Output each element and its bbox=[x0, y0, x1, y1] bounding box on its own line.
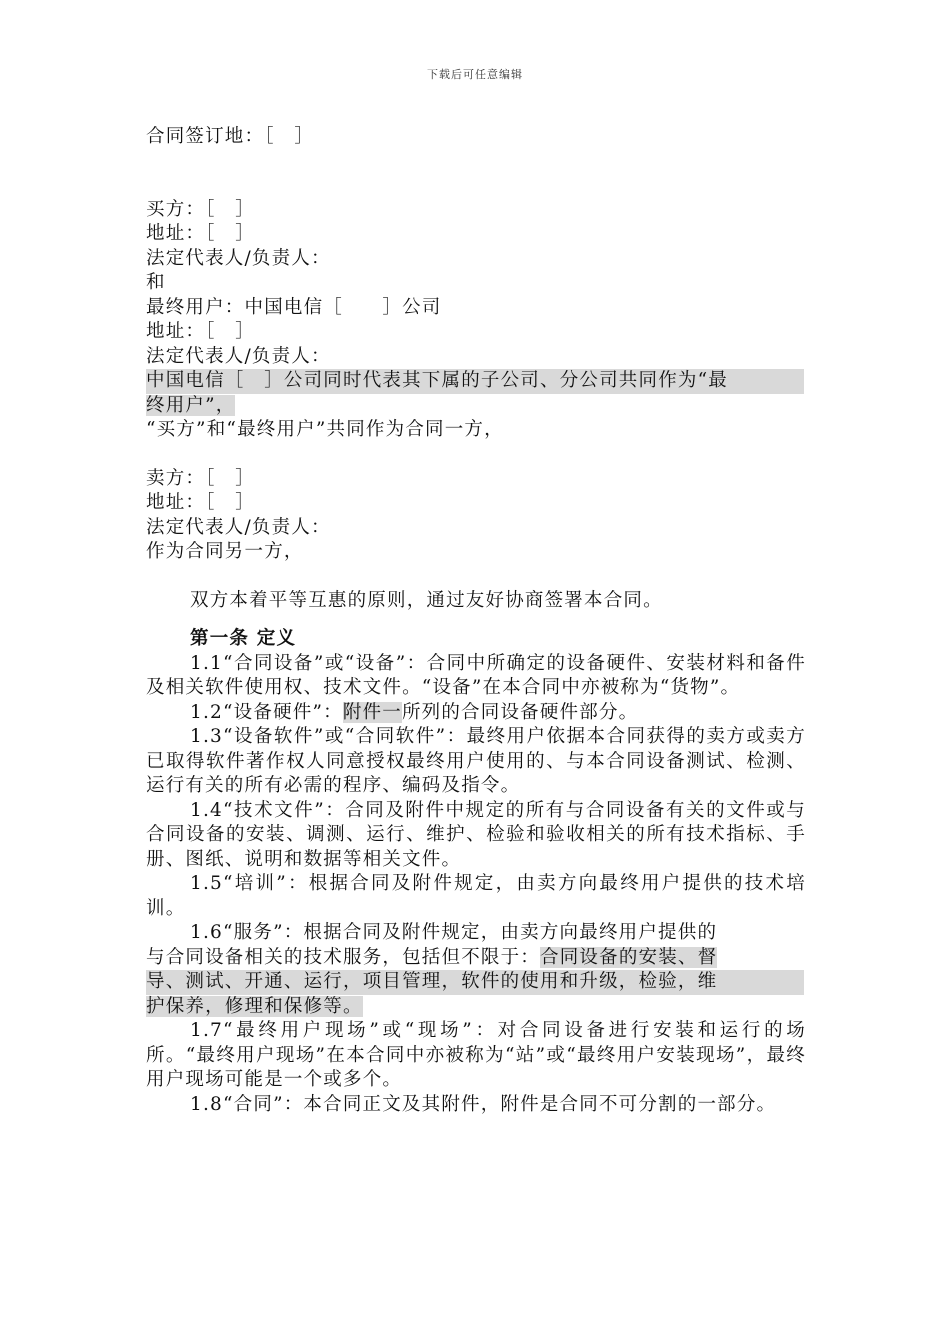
preamble: 双方本着平等互惠的原则，通过友好协商签署本合同。 bbox=[190, 589, 663, 611]
seller-name: 卖方：［ ］ bbox=[146, 467, 255, 489]
annex-one-reference: 附件一 bbox=[342, 701, 402, 723]
buyer-address: 地址：［ ］ bbox=[146, 223, 255, 244]
party-one-statement: “买方”和“最终用户”共同作为合同一方， bbox=[146, 419, 504, 440]
party-two-statement: 作为合同另一方， bbox=[146, 541, 304, 562]
definition-1-6-line-4 bbox=[146, 995, 806, 1020]
definition-1-8: 1.8“合同”：本合同正文及其附件，附件是合同不可分割的一部分。 bbox=[190, 1093, 777, 1115]
definition-1-6 bbox=[146, 921, 806, 1019]
page-header-note: 下载后可任意编辑 bbox=[427, 68, 523, 81]
conjunction-and: 和 bbox=[146, 272, 166, 293]
definition-1-7: 1.7“最终用户现场”或“现场”：对合同设备进行安装和运行的场所。“最终用户现场”在本合同中亦被称为“站”或“最终用户安装现场”，最终用户现场可能是一个或多个。 bbox=[146, 1020, 806, 1090]
services-scope-highlight-end: 护保养，修理和保修等。 bbox=[146, 995, 363, 1017]
buyer-name: 买方：［ ］ bbox=[146, 198, 255, 220]
definition-1-2 bbox=[146, 701, 806, 726]
definition-1-1: 1.1“合同设备”或“设备”：合同中所确定的设备硬件、安装材料和备件及相关软件使用权、技术文件。“设备”在本合同中亦被称为“货物”。 bbox=[146, 652, 806, 698]
definition-1-2-term: 1.2“设备硬件”： bbox=[190, 701, 343, 723]
end-user-note-highlight: 终用户”， bbox=[146, 394, 236, 416]
end-user-address: 地址：［ ］ bbox=[146, 321, 255, 342]
definition-1-2-text: 所列的合同设备硬件部分。 bbox=[401, 701, 639, 723]
end-user-name: 最终用户：中国电信［ ］公司 bbox=[146, 296, 442, 318]
definition-1-5: 1.5“培训”：根据合同及附件规定，由卖方向最终用户提供的技术培训。 bbox=[146, 873, 806, 919]
article-1-title: 第一条 定义 bbox=[190, 628, 297, 649]
spacer bbox=[146, 613, 806, 627]
services-scope-highlight: 合同设备的安装、督 bbox=[540, 946, 718, 968]
end-user-note-line-2 bbox=[146, 394, 806, 419]
seller-representative: 法定代表人/负责人： bbox=[146, 516, 331, 538]
buyer-representative: 法定代表人/负责人： bbox=[146, 247, 331, 269]
end-user-representative: 法定代表人/负责人： bbox=[146, 345, 331, 367]
signing-place: 合同签订地：［ ］ bbox=[146, 126, 315, 147]
definition-1-6-line-3: 导、测试、开通、运行，项目管理，软件的使用和升级，检验，维 bbox=[146, 970, 804, 995]
contract-body bbox=[146, 125, 806, 1117]
definition-1-3: 1.3“设备软件”或“合同软件”：最终用户依据本合同获得的卖方或卖方已取得软件著作权人同意授权最终用户使用的、与本合同设备测试、检测、运行有关的所有必需的程序、编码及指令。 bbox=[146, 726, 806, 796]
definition-1-6-line-2-text: 与合同设备相关的技术服务，包括但不限于： bbox=[146, 946, 541, 968]
definition-1-6-line-1: 1.6“服务”：根据合同及附件规定，由卖方向最终用户提供的 bbox=[190, 922, 718, 943]
end-user-note-line-1: 中国电信［ ］公司同时代表其下属的子公司、分公司共同作为“最 bbox=[146, 369, 804, 394]
spacer bbox=[146, 150, 806, 198]
definition-1-4: 1.4“技术文件”：合同及附件中规定的所有与合同设备有关的文件或与合同设备的安装、调测、运行、维护、检验和验收相关的所有技术指标、手册、图纸、说明和数据等相关文件。 bbox=[146, 799, 806, 870]
definition-1-6-line-2 bbox=[146, 946, 806, 971]
seller-address: 地址：［ ］ bbox=[146, 492, 255, 513]
spacer bbox=[146, 565, 806, 589]
spacer bbox=[146, 443, 806, 467]
